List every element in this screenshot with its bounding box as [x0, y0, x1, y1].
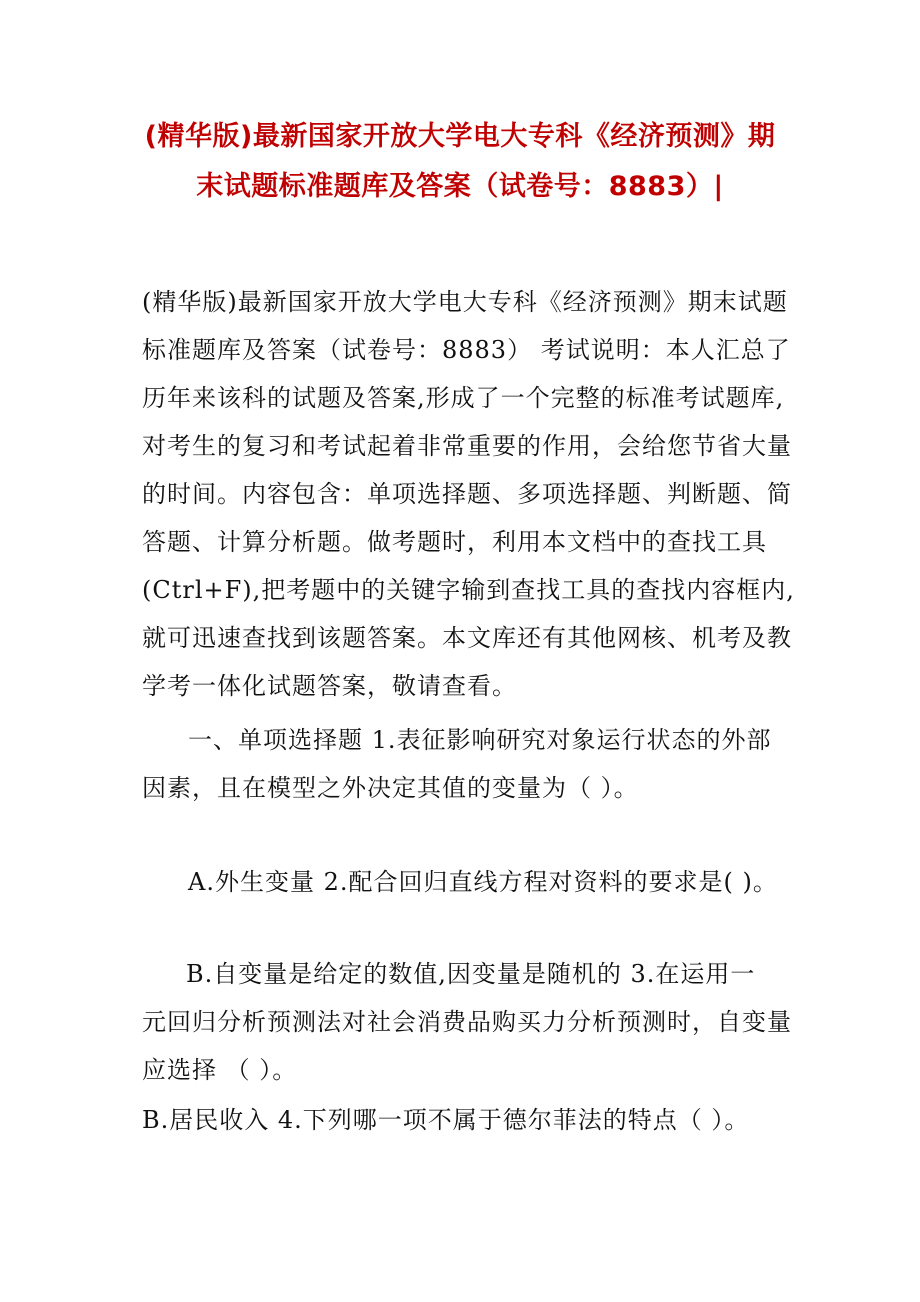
question-3-line: 应选择 （ ）。 — [142, 1056, 298, 1084]
intro-line: (Ctrl+F),把考题中的关键字输到查找工具的查找内容框内, — [142, 576, 795, 604]
intro-line: 就可迅速查找到该题答案。本文库还有其他网核、机考及教 — [142, 624, 792, 652]
intro-line: (精华版)最新国家开放大学电大专科《经济预测》期末试题 — [142, 288, 788, 316]
question-1-line: 一、单项选择题 1.表征影响研究对象运行状态的外部 — [188, 726, 772, 754]
question-2-paragraph — [142, 858, 788, 906]
intro-line: 历年来该科的试题及答案,形成了一个完整的标准考试题库, — [142, 384, 785, 412]
intro-line: 标准题库及答案（试卷号：8883） 考试说明：本人汇总了 — [142, 336, 791, 364]
question-4-paragraph — [142, 1096, 788, 1144]
title-line-1: (精华版)最新国家开放大学电大专科《经济预测》期 — [144, 121, 776, 152]
document-title — [120, 112, 800, 212]
question-1-paragraph — [142, 716, 788, 812]
question-3-line: B.自变量是给定的数值,因变量是随机的 3.在运用一 — [186, 960, 756, 988]
question-1-line: 因素，且在模型之外决定其值的变量为（ ）。 — [142, 774, 639, 802]
question-3-paragraph — [142, 950, 792, 1094]
title-line-2: 末试题标准题库及答案（试卷号：8883）| — [196, 171, 724, 202]
intro-line: 对考生的复习和考试起着非常重要的作用，会给您节省大量 — [142, 432, 792, 460]
intro-line: 答题、计算分析题。做考题时，利用本文档中的查找工具 — [142, 528, 767, 556]
intro-paragraph — [142, 278, 795, 710]
intro-line: 的时间。内容包含：单项选择题、多项选择题、判断题、简 — [142, 480, 792, 508]
question-4-line: B.居民收入 4.下列哪一项不属于德尔菲法的特点（ ）。 — [142, 1106, 750, 1134]
question-2-line: A.外生变量 2.配合回归直线方程对资料的要求是( )。 — [188, 868, 778, 896]
question-3-line: 元回归分析预测法对社会消费品购买力分析预测时，自变量 — [142, 1008, 792, 1036]
intro-line: 学考一体化试题答案，敬请查看。 — [142, 672, 517, 700]
